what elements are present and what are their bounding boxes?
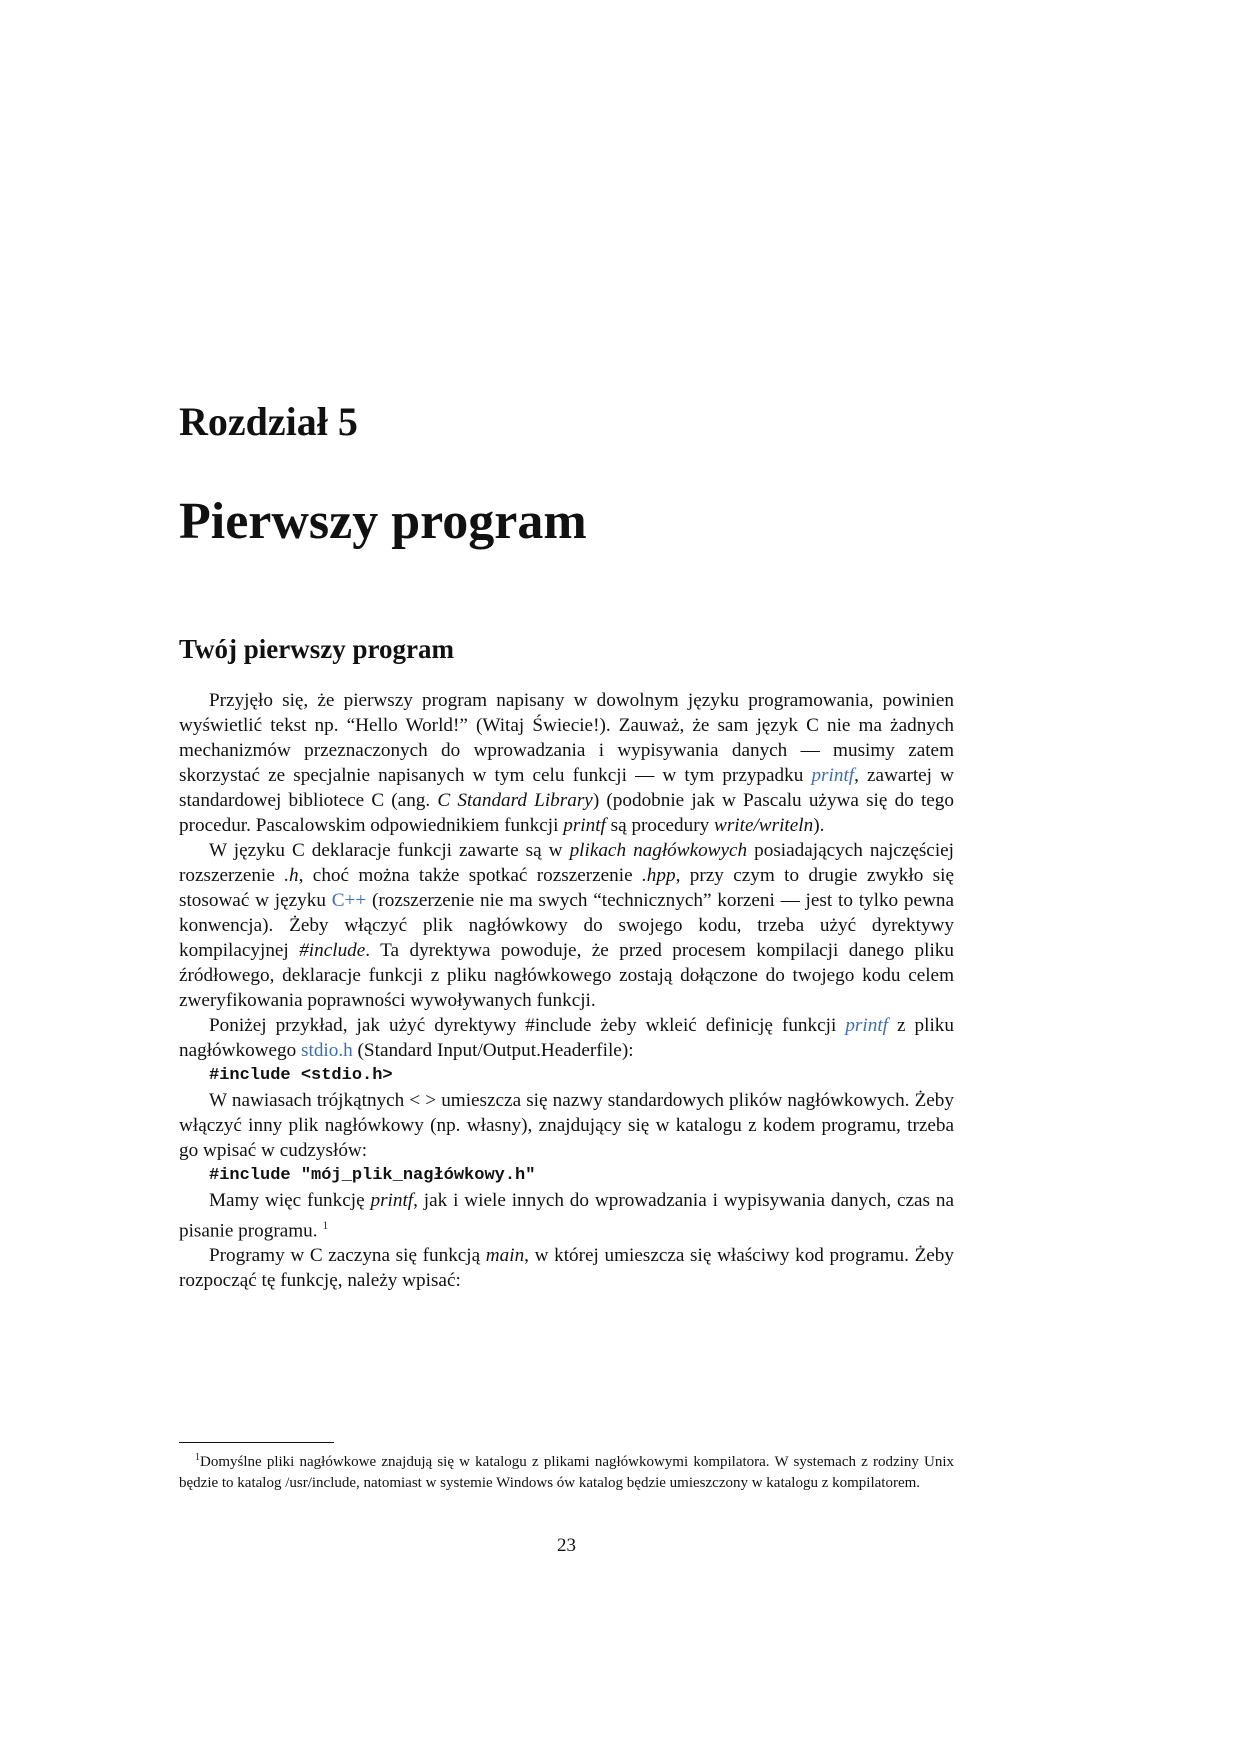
emphasis: C Standard Library [437, 790, 593, 811]
emphasis: printf [370, 1190, 414, 1211]
text: Przyjęło się, że pierwszy program napisany w dowolnym języku programowania, powinien wyświetlić tekst np. “Hello World!” (Witaj Świecie!). Zauważ, że sam język C nie ma żadnych mechanizmów przeznaczonych do wprowadzania i wypisywania danych — musimy zatem skorzystać ze specjalnie napisanych w tym celu funkcji — w tym przypadku [179, 690, 954, 786]
text: , jak i wiele innych do wprowadzania i wypisywania danych, czas na pisanie programu. [179, 1190, 954, 1242]
code-block-include-custom: #include "mój_plik_nagłówkowy.h" [209, 1166, 536, 1185]
text: posiadających najczęściej rozszerzenie [179, 840, 954, 886]
emphasis: .hpp [642, 865, 676, 886]
footnote [179, 1447, 954, 1494]
text: (Standard Input/Output.Headerfile): [352, 1040, 634, 1061]
text: , przy czym to drugie zwykło się stosować w języku [179, 865, 954, 911]
emphasis: printf [563, 815, 606, 836]
paragraph-2 [179, 838, 954, 1013]
paragraph-3 [179, 1013, 954, 1063]
text: , choć można także spotkać rozszerzenie [298, 865, 642, 886]
link-printf[interactable]: printf [811, 765, 855, 786]
paragraph-6 [179, 1243, 954, 1293]
text: ) (podobnie jak w Pascalu używa się do tego procedur. Pascalowskim odpowiednikiem funkcji [179, 790, 954, 836]
emphasis: write/writeln [714, 815, 814, 836]
text: są procedury [605, 815, 715, 836]
link-stdio-h[interactable]: stdio.h [301, 1040, 353, 1061]
text: W języku C deklaracje funkcji zawarte są w [209, 840, 570, 861]
footnote-text: Domyślne pliki nagłówkowe znajdują się w katalogu z plikami nagłówkowymi kompilatora. W systemach z rodziny Unix będzie to katalog /usr/include, natomiast w systemie Windows ów katalog będzie umieszczony w katalogu z kompilatorem. [179, 1454, 954, 1491]
text: . Ta dyrektywa powoduje, że przed procesem kompilacji danego pliku źródłowego, deklaracje funkcji z pliku nagłówkowego zostają dołączone do twojego kodu celem zweryfikowania poprawności wywoływanych funkcji. [179, 940, 954, 1011]
emphasis: .h [284, 865, 299, 886]
text: , zawartej w standardowej bibliotece C (ang. [179, 765, 954, 811]
link-cpp[interactable]: C++ [331, 890, 367, 911]
text: ). [813, 815, 825, 836]
page-number: 23 [557, 1535, 576, 1556]
text: Programy w C zaczyna się funkcją [209, 1245, 486, 1267]
footnote-divider [179, 1442, 334, 1443]
text: Mamy więc funkcję [209, 1190, 371, 1211]
emphasis: #include [299, 940, 366, 961]
chapter-title: Pierwszy program [179, 493, 587, 550]
paragraph-5 [179, 1188, 954, 1243]
paragraph-1 [179, 688, 954, 838]
text: (rozszerzenie nie ma swych “technicznych” korzeni — jest to tylko pewna konwencja). Żeby włączyć plik nagłówkowy do swojego kodu, trzeba użyć dyrektywy kompilacyjnej [179, 890, 955, 961]
chapter-label: Rozdział 5 [179, 399, 358, 444]
text: , w której umieszcza się właściwy kod programu. Żeby rozpocząć tę funkcję, należy wpisać: [179, 1245, 954, 1292]
section-title: Twój pierwszy program [179, 634, 454, 664]
code-block-include-stdio: #include <stdio.h> [209, 1066, 393, 1085]
paragraph-4 [179, 1088, 954, 1163]
body-text [179, 688, 954, 1293]
link-printf[interactable]: printf [845, 1015, 888, 1036]
footnote-mark: 1 [195, 1452, 200, 1463]
text: W nawiasach trójkątnych < > umieszcza się nazwy standardowych plików nagłówkowych. Żeby włączyć inny plik nagłówkowy (np. własny), znajdujący się w katalogu z kodem programu, trzeba go wpisać w cudzysłów: [179, 1090, 954, 1161]
emphasis: plikach nagłówkowych [569, 840, 748, 861]
footnote-reference[interactable]: 1 [322, 1218, 329, 1232]
text: Poniżej przykład, jak użyć dyrektywy #include żeby wkleić definicję funkcji [209, 1015, 846, 1036]
text: z pliku nagłówkowego [179, 1015, 954, 1061]
emphasis: main [485, 1245, 525, 1267]
